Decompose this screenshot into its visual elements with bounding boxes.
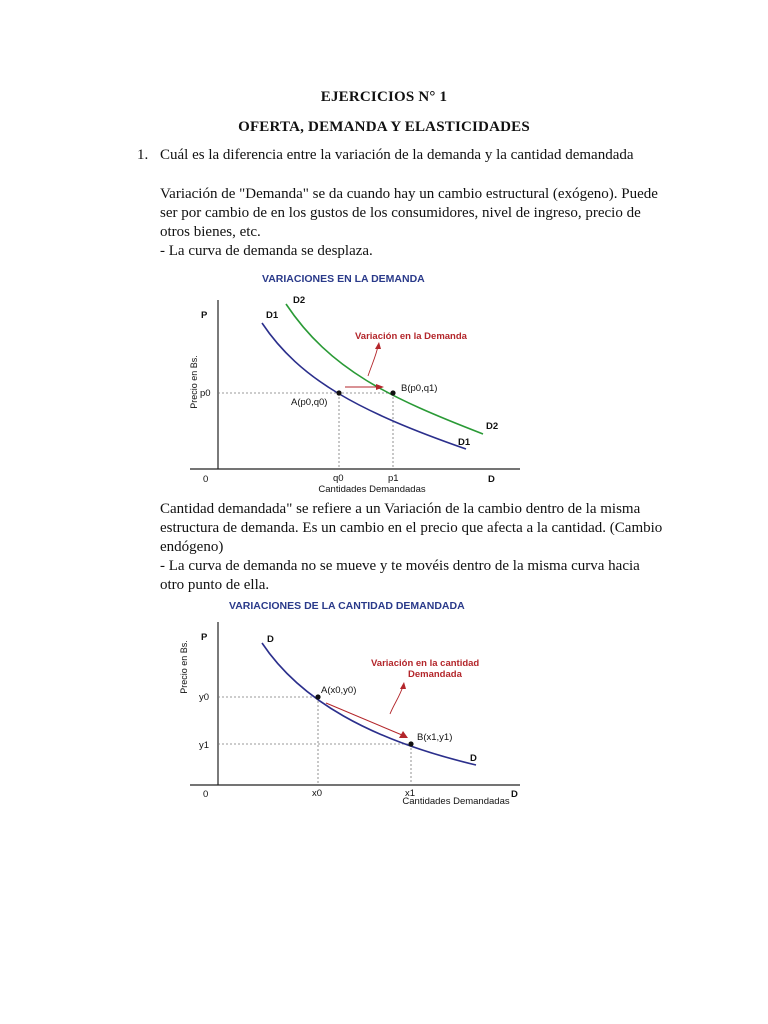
diagram1-x-title: Cantidades Demandadas (318, 484, 426, 495)
diagram2-x-end-label: D (511, 789, 518, 800)
diagram1-tick-p1: p1 (388, 473, 399, 484)
diagram2-tick-y0: y0 (199, 692, 210, 703)
diagram2-tick-y1: y1 (199, 740, 210, 751)
diagram2-point-b (408, 741, 413, 746)
paragraph-quantity-demanded (160, 500, 680, 595)
diagram1-label-d2-top: D2 (293, 295, 306, 306)
paragraph-line: ser por cambio de en los gustos de los consumidores, nivel de ingreso, precio de (160, 205, 641, 221)
paragraph-line: estructura de demanda. Es un cambio en el precio que afecta a la cantidad. (Cambio (160, 520, 663, 536)
diagram1-label-d1-top: D1 (266, 310, 279, 321)
paragraph-line: Variación de "Demanda" se da cuando hay un cambio estructural (exógeno). Puede (160, 186, 658, 202)
diagram2-annotation-line1: Variación en la cantidad (371, 658, 480, 669)
diagram2-title: VARIACIONES DE LA CANTIDAD DEMANDADA (229, 600, 465, 612)
document-subtitle: OFERTA, DEMANDA Y ELASTICIDADES (238, 119, 530, 135)
diagram2-label-d-top: D (267, 634, 274, 645)
diagram1-x-end-label: D (488, 474, 495, 485)
question-number: 1. (137, 147, 149, 163)
diagram1-annotation: Variación en la Demanda (355, 331, 467, 342)
paragraph-line: - La curva de demanda se desplaza. (160, 243, 373, 259)
diagram1-label-d1-end: D1 (458, 437, 471, 448)
diagram1-label-b: B(p0,q1) (401, 383, 438, 394)
paragraph-demand-variation (160, 185, 680, 261)
diagram1-point-a (336, 390, 341, 395)
diagram2-tick-x0: x0 (312, 788, 323, 799)
paragraph-line: otros bienes, etc. (160, 224, 261, 240)
diagram2-y-title: Precio en Bs. (179, 640, 189, 694)
diagram2-label-d-end: D (470, 753, 477, 764)
diagram2-annotation-line2: Demandada (408, 669, 462, 680)
diagram1-label-d2-end: D2 (486, 421, 499, 432)
diagram1-curve-d2 (286, 304, 483, 434)
diagram1-point-b (390, 390, 395, 395)
question-text: Cuál es la diferencia entre la variación de la demanda y la cantidad demandada (160, 147, 634, 163)
diagram1-label-a: A(p0,q0) (291, 397, 328, 408)
diagram1-curve-d1 (262, 323, 466, 449)
document-title: EJERCICIOS N° 1 (320, 89, 448, 105)
diagram1-title: VARIACIONES EN LA DEMANDA (262, 273, 425, 285)
diagram2-move-arrow (326, 703, 402, 735)
paragraph-line: otro punto de ella. (160, 577, 270, 593)
diagram2-p-label: P (201, 632, 208, 643)
diagram1-y-title: Precio en Bs. (189, 355, 199, 409)
paragraph-line: Cantidad demandada" se refiere a un Variación de la cambio dentro de la misma (160, 501, 641, 517)
diagram2-origin: 0 (203, 789, 209, 800)
diagram1-annotation-arrowhead (375, 342, 381, 349)
diagram2-move-arrowhead (399, 731, 408, 738)
diagram1-tick-q0: q0 (333, 473, 344, 484)
diagram2-x-title: Cantidades Demandadas (402, 796, 510, 807)
diagram2-tick-x1: x1 (405, 788, 416, 799)
diagram2-label-a: A(x0,y0) (321, 685, 357, 696)
diagram1-origin: 0 (203, 474, 209, 485)
paragraph-line: endógeno) (160, 539, 224, 555)
diagram2-annotation-arrowhead (400, 682, 406, 689)
diagram1-shift-arrowhead (376, 384, 384, 390)
paragraph-line: - La curva de demanda no se mueve y te movéis dentro de la misma curva hacia (160, 558, 640, 574)
diagram2-point-a (315, 694, 320, 699)
diagram2-curve-d (262, 643, 476, 765)
diagram1-p-label: P (201, 310, 208, 321)
diagram1-annotation-pointer (368, 346, 378, 376)
diagram1-tick-p0: p0 (200, 388, 211, 399)
diagram2-label-b: B(x1,y1) (417, 732, 453, 743)
diagram2-annotation-pointer (390, 686, 403, 714)
